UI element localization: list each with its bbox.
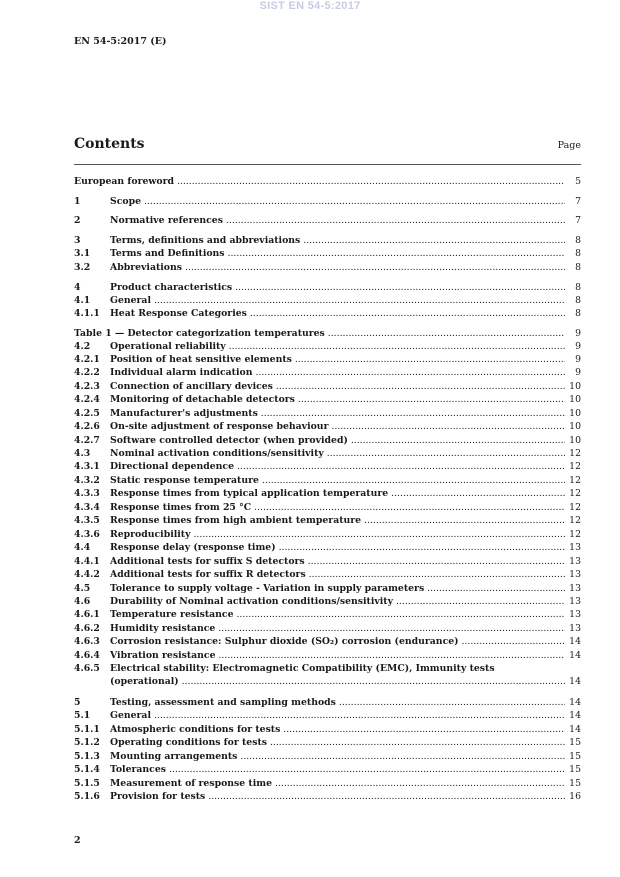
toc-entry-number: 4.3.6 xyxy=(74,529,100,540)
page-number: 2 xyxy=(74,835,81,846)
toc-entry-number: 4.2.6 xyxy=(74,421,100,432)
toc-entry-page: 14 xyxy=(569,636,581,647)
toc-entry-title: Atmospheric conditions for tests ..... xyxy=(110,724,565,735)
toc-entry-number: 4.4.2 xyxy=(74,569,100,580)
toc-entry-number: 4.3.5 xyxy=(74,515,100,526)
toc-entry-title: Scope ..... xyxy=(110,196,565,207)
toc-entry-page: 15 xyxy=(569,778,581,789)
toc-entry-number: 3.2 xyxy=(74,262,91,273)
toc-entry-title: Operational reliability ..... xyxy=(110,341,565,352)
toc-entry-title: Connection of ancillary devices ..... xyxy=(110,381,565,392)
toc-entry-title: Abbreviations ..... xyxy=(110,262,565,273)
toc-entry-number: 4.6.5 xyxy=(74,663,100,674)
toc-entry-title: Electrical stability: Electromagnetic Compatibility (EMC), Immunity tests xyxy=(110,663,495,674)
toc-entry-number: 4.2.3 xyxy=(74,381,100,392)
toc-entry-title: Position of heat sensitive elements ..... xyxy=(110,354,565,365)
toc-entry-page: 8 xyxy=(575,262,581,273)
toc-entry-title: Reproducibility ..... xyxy=(110,529,565,540)
toc-entry-page: 12 xyxy=(569,488,581,499)
toc-entry-page: 9 xyxy=(575,328,581,339)
toc-entry-number: 4.2 xyxy=(74,341,91,352)
toc-entry-title: Response times from typical application temperature ..... xyxy=(110,488,565,499)
toc-entry-title: Additional tests for suffix R detectors ..... xyxy=(110,569,565,580)
toc-entry-title: Directional dependence ..... xyxy=(110,461,565,472)
toc-entry-title: Nominal activation conditions/sensitivity ..... xyxy=(110,448,565,459)
toc-entry-title: Humidity resistance ..... xyxy=(110,623,565,634)
toc-entry-title: Static response temperature ..... xyxy=(110,475,565,486)
toc-entry-number: 3.1 xyxy=(74,248,91,259)
toc-entry-page: 8 xyxy=(575,248,581,259)
page-column-label: Page xyxy=(557,140,581,151)
toc-entry-title: Manufacturer's adjustments ..... xyxy=(110,408,565,419)
toc-entry-title: Tolerances ..... xyxy=(110,764,565,775)
toc-entry-number: 4.1 xyxy=(74,295,91,306)
toc-entry-page: 12 xyxy=(569,461,581,472)
toc-entry-number: 5 xyxy=(74,697,81,708)
toc-entry-title: Response times from 25 °C ..... xyxy=(110,502,565,513)
toc-entry-number: 4.3.3 xyxy=(74,488,100,499)
toc-entry-title: Response times from high ambient temperature ..... xyxy=(110,515,565,526)
toc-entry-title: Mounting arrangements ..... xyxy=(110,751,565,762)
toc-entry-number: 4.6.2 xyxy=(74,623,100,634)
toc-entry-page: 14 xyxy=(569,724,581,735)
toc-entry-number: 4.6 xyxy=(74,596,91,607)
toc-entry-title: Heat Response Categories ..... xyxy=(110,308,565,319)
toc-entry-page: 13 xyxy=(569,542,581,553)
toc-entry-number: 2 xyxy=(74,215,81,226)
toc-entry-title: Temperature resistance ..... xyxy=(110,609,565,620)
toc-entry-title: General ..... xyxy=(110,295,565,306)
toc-entry-number: 4.3.2 xyxy=(74,475,100,486)
page-title: Contents xyxy=(74,136,145,152)
toc-entry-page: 16 xyxy=(569,791,581,802)
toc-entry-number: 4.6.4 xyxy=(74,650,100,661)
toc-entry-number: 4.3.4 xyxy=(74,502,100,513)
toc-entry-title: General ..... xyxy=(110,710,565,721)
toc-entry-number: 4.5 xyxy=(74,583,91,594)
toc-entry-number: 4.6.3 xyxy=(74,636,100,647)
toc-entry-title: Measurement of response time ..... xyxy=(110,778,565,789)
toc-entry-page: 10 xyxy=(569,394,581,405)
toc-entry-title: On-site adjustment of response behaviour ..... xyxy=(110,421,565,432)
toc-entry-page: 8 xyxy=(575,308,581,319)
toc-entry-title: Software controlled detector (when provided) ..... xyxy=(110,435,565,446)
watermark: SIST EN 54-5:2017 xyxy=(259,0,361,12)
toc-entry-title: Corrosion resistance: Sulphur dioxide (SO₂) corrosion (endurance) ..... xyxy=(110,636,565,647)
toc-entry-number: 4.2.5 xyxy=(74,408,100,419)
toc-entry-number: 5.1.3 xyxy=(74,751,100,762)
toc-entry-page: 10 xyxy=(569,381,581,392)
toc-entry-page: 7 xyxy=(575,196,581,207)
toc-entry-page: 12 xyxy=(569,475,581,486)
toc-entry-page: 10 xyxy=(569,435,581,446)
toc-entry-page: 15 xyxy=(569,764,581,775)
toc-entry-page: 15 xyxy=(569,737,581,748)
toc-entry-number: 5.1 xyxy=(74,710,91,721)
toc-entry-number: 4.4 xyxy=(74,542,91,553)
document-id: EN 54-5:2017 (E) xyxy=(74,36,167,47)
toc-entry-page: 14 xyxy=(569,710,581,721)
toc-entry-title: Additional tests for suffix S detectors ..... xyxy=(110,556,565,567)
toc-entry-title: Table 1 — Detector categorization temperatures ..... xyxy=(74,328,565,339)
toc-entry-page: 14 xyxy=(569,697,581,708)
toc-entry-number: 4.2.7 xyxy=(74,435,100,446)
toc-entry-page: 12 xyxy=(569,529,581,540)
toc-entry-number: 5.1.2 xyxy=(74,737,100,748)
toc-entry-title: Vibration resistance ..... xyxy=(110,650,565,661)
toc-entry-page: 9 xyxy=(575,367,581,378)
toc-entry-page: 7 xyxy=(575,215,581,226)
toc-entry-title: Operating conditions for tests ..... xyxy=(110,737,565,748)
toc-entry-number: 1 xyxy=(74,196,81,207)
toc-entry-page: 10 xyxy=(569,421,581,432)
toc-entry-title: Normative references ..... xyxy=(110,215,565,226)
toc-entry-number: 3 xyxy=(74,235,81,246)
toc-entry-page: 13 xyxy=(569,623,581,634)
toc-entry-page: 14 xyxy=(569,650,581,661)
toc-entry-page: 12 xyxy=(569,448,581,459)
toc-entry-title: Response delay (response time) ..... xyxy=(110,542,565,553)
toc-entry-page: 10 xyxy=(569,408,581,419)
toc-entry-number: 4.2.2 xyxy=(74,367,100,378)
toc-entry-number: 5.1.5 xyxy=(74,778,100,789)
toc-entry-page: 13 xyxy=(569,609,581,620)
toc-entry-page: 15 xyxy=(569,751,581,762)
toc-entry-number: 5.1.1 xyxy=(74,724,100,735)
toc-entry-number: 4 xyxy=(74,282,81,293)
toc-entry-page: 13 xyxy=(569,556,581,567)
toc-entry-title: Provision for tests ..... xyxy=(110,791,565,802)
toc-entry-page: 13 xyxy=(569,583,581,594)
toc-entry-number: 4.1.1 xyxy=(74,308,100,319)
toc-entry-title-continued: (operational) ..... xyxy=(110,676,565,687)
toc-entry-page: 5 xyxy=(575,176,581,187)
toc-entry-title: Tolerance to supply voltage - Variation in supply parameters ..... xyxy=(110,583,565,594)
toc-entry-title: European foreword ..... xyxy=(74,176,565,187)
toc-entry-title: Terms and Definitions ..... xyxy=(110,248,565,259)
toc-entry-number: 5.1.6 xyxy=(74,791,100,802)
toc-entry-number: 4.2.4 xyxy=(74,394,100,405)
toc-entry-page: 9 xyxy=(575,354,581,365)
toc-entry-title: Individual alarm indication ..... xyxy=(110,367,565,378)
toc-entry-number: 4.6.1 xyxy=(74,609,100,620)
toc-entry-page: 13 xyxy=(569,569,581,580)
toc-entry-title: Terms, definitions and abbreviations ..... xyxy=(110,235,565,246)
toc-entry-title: Monitoring of detachable detectors ..... xyxy=(110,394,565,405)
toc-entry-title: Testing, assessment and sampling methods ..... xyxy=(110,697,565,708)
toc-entry-number: 5.1.4 xyxy=(74,764,100,775)
toc-entry-page: 9 xyxy=(575,341,581,352)
toc-entry-page: 14 xyxy=(569,676,581,687)
toc-entry-number: 4.3.1 xyxy=(74,461,100,472)
toc-entry-page: 12 xyxy=(569,515,581,526)
toc-entry-page: 8 xyxy=(575,235,581,246)
toc-entry-page: 13 xyxy=(569,596,581,607)
toc-entry-page: 8 xyxy=(575,282,581,293)
toc-entry-number: 4.4.1 xyxy=(74,556,100,567)
toc-entry-page: 12 xyxy=(569,502,581,513)
toc-entry-title: Durability of Nominal activation conditions/sensitivity ..... xyxy=(110,596,565,607)
toc-entry-number: 4.2.1 xyxy=(74,354,100,365)
toc-entry-page: 8 xyxy=(575,295,581,306)
toc-entry-title: Product characteristics ..... xyxy=(110,282,565,293)
toc-entry-number: 4.3 xyxy=(74,448,91,459)
divider xyxy=(74,164,581,165)
